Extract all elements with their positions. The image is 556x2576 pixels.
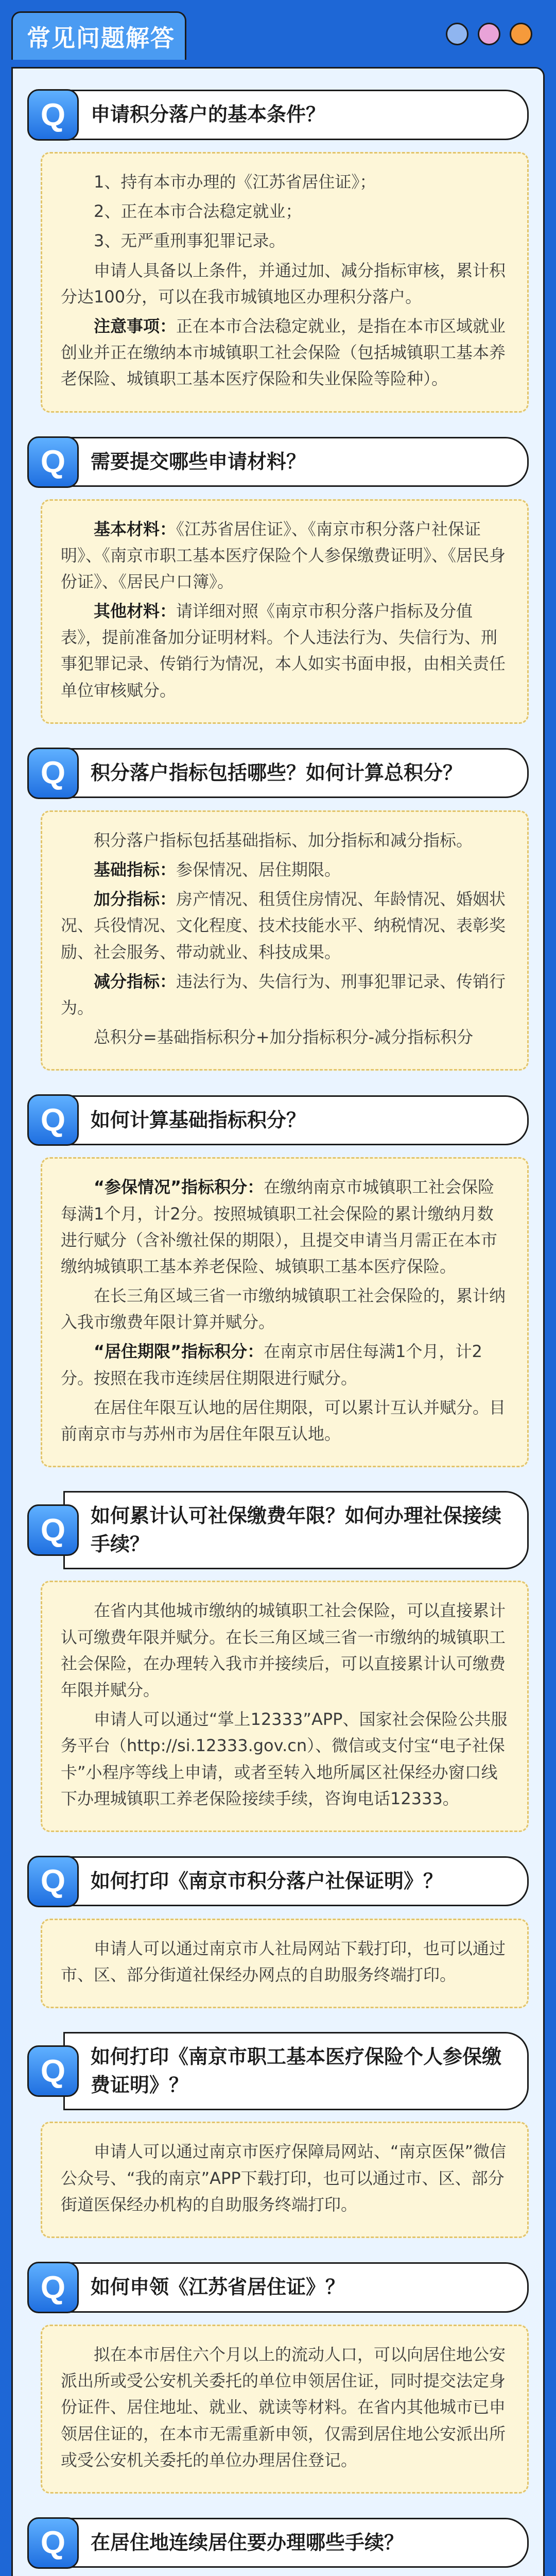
answer-paragraph — [61, 1338, 509, 1391]
answer-paragraph — [61, 1024, 509, 1050]
answer-text: 参保情况、居住期限。 — [176, 860, 341, 879]
answer-text: 在南京市居住每满1个月，计2分。按照在我市连续居住期限进行赋分。 — [61, 1342, 482, 1388]
q-letter-icon: Q — [27, 436, 79, 488]
faq-item — [27, 89, 529, 413]
answer-paragraph — [61, 198, 509, 225]
answer-paragraph — [61, 516, 509, 596]
faq-question: 如何申领《江苏省居住证》？ — [63, 2262, 529, 2312]
answer-text: 在长三角区域三省一市缴纳城镇职工社会保险的，累计纳入我市缴费年限计算并赋分。 — [61, 1286, 506, 1332]
faq-question-row[interactable] — [27, 436, 529, 488]
faq-question-row[interactable] — [27, 1856, 529, 1907]
answer-paragraph — [61, 598, 509, 704]
faq-item — [27, 1094, 529, 1467]
q-letter-icon: Q — [27, 2045, 79, 2097]
answer-paragraph — [61, 1936, 509, 1988]
faq-answer — [41, 152, 529, 413]
answer-paragraph — [61, 313, 509, 393]
answer-paragraph — [61, 169, 509, 195]
faq-answer — [41, 499, 529, 724]
answer-text: 请详细对照《南京市积分落户指标及分值表》，提前准备加分证明材料。个人违法行为、失信行为、刑事犯罪记录、传销行为情况，本人如实书面申报，由相关责任单位审核赋分。 — [61, 601, 506, 700]
faq-item — [27, 2517, 529, 2576]
q-letter-icon: Q — [27, 2517, 79, 2569]
faq-question: 需要提交哪些申请材料？ — [63, 437, 529, 487]
answer-text: 申请人可以通过南京市医疗保障局网站、“南京医保”微信公众号、“我的南京”APP下载打印，也可以通过市、区、部分街道医保经办机构的自助服务终端打印。 — [61, 2142, 507, 2214]
faq-question-row[interactable] — [27, 89, 529, 141]
faq-item — [27, 2262, 529, 2494]
faq-question: 在居住地连续居住要办理哪些手续？ — [63, 2518, 529, 2568]
q-letter-icon: Q — [27, 1856, 79, 1907]
answer-text: 拟在本市居住六个月以上的流动人口，可以向居住地公安派出所或受公安机关委托的单位申领居住证，同时提交法定身份证件、居住地址、就业、就读等材料。在省内其他城市已申领居住证的，在本市无需重新申领，仅需到居住地公安派出所或受公安机关委托的单位办理居住登记。 — [61, 2345, 506, 2470]
faq-question: 如何累计认可社保缴费年限？如何办理社保接续手续？ — [63, 1491, 529, 1569]
faq-item — [27, 436, 529, 724]
answer-paragraph — [61, 857, 509, 883]
q-letter-icon: Q — [27, 89, 79, 141]
pink-dot-icon — [478, 23, 500, 45]
faq-question: 如何打印《南京市职工基本医疗保险个人参保缴费证明》？ — [63, 2032, 529, 2110]
answer-label: 减分指标： — [94, 971, 177, 991]
faq-question-row[interactable] — [27, 1491, 529, 1569]
header — [11, 0, 545, 67]
answer-paragraph — [61, 2342, 509, 2473]
answer-paragraph — [61, 886, 509, 965]
answer-text: 1、持有本市办理的《江苏省居住证》； — [94, 172, 376, 192]
answer-label: 注意事项： — [94, 316, 177, 336]
q-letter-icon: Q — [27, 748, 79, 799]
faq-question-row[interactable] — [27, 2517, 529, 2569]
answer-label: “参保情况”指标积分： — [94, 1177, 264, 1197]
orange-dot-icon — [510, 23, 532, 45]
answer-paragraph — [61, 228, 509, 254]
answer-paragraph — [61, 258, 509, 310]
faq-answer — [41, 2122, 529, 2238]
answer-label: 其他材料： — [94, 601, 177, 621]
faq-question-row[interactable] — [27, 2032, 529, 2110]
answer-paragraph — [61, 1706, 509, 1812]
answer-paragraph — [61, 1174, 509, 1280]
answer-text: 在居住年限互认地的居住期限，可以累计互认并赋分。目前南京市与苏州市为居住年限互认地。 — [61, 1397, 506, 1444]
faq-question: 如何计算基础指标积分？ — [63, 1095, 529, 1145]
faq-item — [27, 748, 529, 1071]
faq-question: 申请积分落户的基本条件？ — [63, 90, 529, 140]
answer-text: 申请人可以通过南京市人社局网站下载打印，也可以通过市、区、部分街道社保经办网点的自助服务终端打印。 — [61, 1938, 506, 1985]
faq-question-row[interactable] — [27, 748, 529, 799]
faq-answer — [41, 1157, 529, 1467]
answer-text: 积分落户指标包括基础指标、加分指标和减分指标。 — [94, 830, 473, 850]
faq-answer — [41, 810, 529, 1071]
faq-item — [27, 1856, 529, 2008]
faq-answer — [41, 1581, 529, 1832]
faq-question-row[interactable] — [27, 2262, 529, 2313]
answer-paragraph — [61, 969, 509, 1021]
answer-paragraph — [61, 827, 509, 854]
faq-question: 如何打印《南京市积分落户社保证明》？ — [63, 1856, 529, 1906]
faq-item — [27, 1491, 529, 1832]
answer-label: “居住期限”指标积分： — [94, 1342, 264, 1362]
answer-label: 基础指标： — [94, 860, 177, 879]
answer-text: 在省内其他城市缴纳的城镇职工社会保险，可以直接累计认可缴费年限并赋分。在长三角区域三省一市缴纳的城镇职工社会保险，在办理转入我市并接续后，可以直接累计认可缴费年限并赋分。 — [61, 1601, 506, 1700]
answer-text: 房产情况、租赁住房情况、年龄情况、婚姻状况、兵役情况、文化程度、技术技能水平、纳税情况、表彰奖励、社会服务、带动就业、科技成果。 — [61, 889, 506, 962]
faq-question-row[interactable] — [27, 1094, 529, 1146]
q-letter-icon: Q — [27, 1094, 79, 1146]
answer-paragraph — [61, 1283, 509, 1335]
faq-answer — [41, 2325, 529, 2494]
answer-text: 申请人可以通过“掌上12333”APP、国家社会保险公共服务平台（http://si.12333.gov.cn）、微信或支付宝“电子社保卡”小程序等线上申请，或者至转入地所属区社保经办窗口线下办理城镇职工养老保险接续手续，咨询电话12333。 — [61, 1709, 508, 1808]
faq-answer — [41, 1919, 529, 2008]
answer-label: 基本材料： — [94, 519, 177, 539]
answer-text: 总积分=基础指标积分+加分指标积分-减分指标积分 — [94, 1027, 474, 1047]
answer-text: 2、正在本市合法稳定就业； — [94, 201, 302, 222]
page-title: 常见问题解答 — [27, 24, 175, 52]
blue-dot-icon — [446, 23, 468, 45]
answer-paragraph — [61, 1395, 509, 1447]
q-letter-icon: Q — [27, 2262, 79, 2313]
answer-text: 违法行为、失信行为、刑事犯罪记录、传销行为。 — [61, 971, 506, 1018]
answer-text: 在缴纳南京市城镇职工社会保险每满1个月，计2分。按照城镇职工社会保险的累计缴纳月数进行赋分（含补缴社保的期限），且提交申请当月需正在本市缴纳城镇职工基本养老保险、城镇职工基本医疗保险。 — [61, 1177, 498, 1276]
answer-text: 申请人具备以上条件，并通过加、减分指标审核，累计积分达100分，可以在我市城镇地区办理积分落户。 — [61, 260, 506, 307]
answer-text: 《江苏省居住证》、《南京市积分落户社保证明》、《南京市职工基本医疗保险个人参保缴费证明》、《居民身份证》、《居民户口簿》。 — [61, 519, 506, 591]
faq-question: 积分落户指标包括哪些？如何计算总积分？ — [63, 748, 529, 798]
faq-list — [11, 67, 545, 2576]
faq-item — [27, 2032, 529, 2238]
answer-paragraph — [61, 1598, 509, 1703]
window-dots — [446, 23, 532, 45]
answer-text: 3、无严重刑事犯罪记录。 — [94, 231, 286, 251]
answer-label: 加分指标： — [94, 889, 177, 909]
answer-paragraph — [61, 2139, 509, 2218]
q-letter-icon: Q — [27, 1504, 79, 1556]
answer-text: 正在本市合法稳定就业，是指在本市区域就业创业并正在缴纳本市城镇职工社会保险（包括城镇职工基本养老保险、城镇职工基本医疗保险和失业保险等险种）。 — [61, 316, 506, 389]
